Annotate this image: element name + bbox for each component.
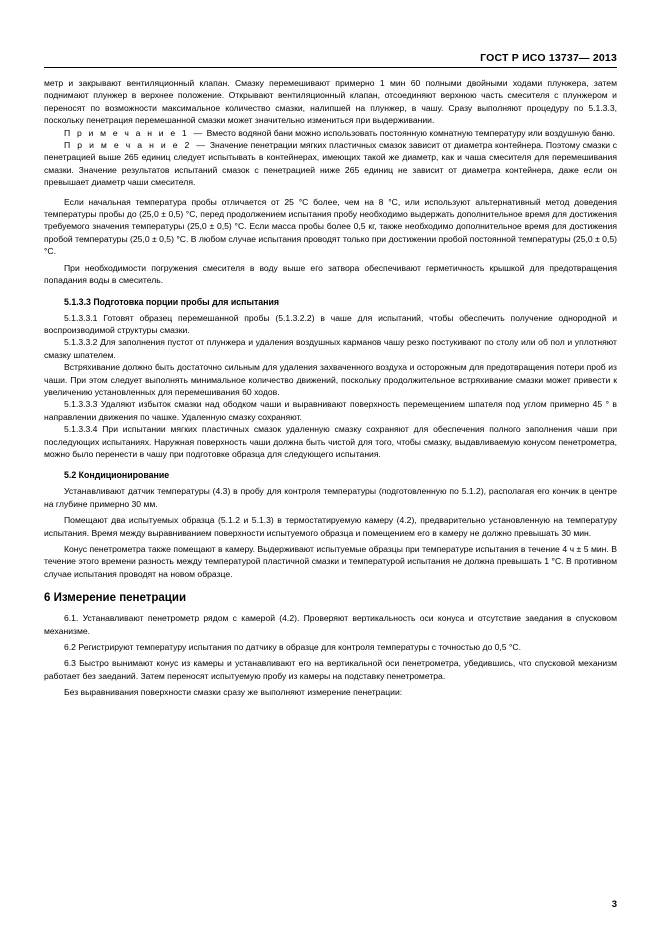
spacer	[44, 189, 617, 196]
paragraph-6-3: 6.3 Быстро вынимают конус из камеры и устанавливают его на вертикальной оси пенетрометра, убедившись, что спусковой механизм работает без заеданий. Затем переносят испытуемую пробу из камеры на подставку пенетрометра.	[44, 658, 617, 681]
paragraph-temperature: Если начальная температура пробы отличается от 25 °С более, чем на 8 °С, или используют альтернативный метод доведения температуры пробы до (25,0 ± 0,5) °С, перед продолжением испытания пробу необходимо выдержать дополнительное время для достижения требуемого значения температуры (25,0 ± 0,5) °С. Если масса пробы более 0,5 кг, также необходимо дополнительное время для достижения пробой температуры (25,0 ± 0,5) °С. В любом случае испытания проводят только при достижении пробой постоянной температуры (25,0 ± 0,5) °С.	[44, 196, 617, 257]
header-divider	[44, 67, 617, 68]
paragraph-5-1-3-3-4: 5.1.3.3.4 При испытании мягких пластичных смазок удаленную смазку сохраняют для обеспечения полного заполнения чаши при последующих испытаниях. Наружная поверхность чаши должна быть чистой для того, чтобы смазку, выдавливаемую конусом пенетрометра, можно было перенести в чашу при подготовке образца для следующего испытания.	[44, 424, 617, 459]
heading-5-1-3-3: 5.1.3.3 Подготовка порции пробы для испытания	[64, 296, 280, 307]
note-1-text: Вместо водяной бани можно использовать постоянную комнатную температуру или воздушную баню.	[204, 127, 616, 138]
note-1-label: П р и м е ч а н и е 1 —	[64, 127, 205, 138]
note-2-text: Значение пенетрации мягких пластичных смазок зависит от диаметра контейнера. Поэтому смазки с пенетрацией выше 265 единиц следует испытывать в контейнерах, имеющих такой же диаметр, как и чаша смесителя для перемешивания смазки. Значение результатов испытаний смазок с пенетрацией ниже 265 единиц не зависит от диаметра контейнера, даже если он превышает диаметр чаши смесителя.	[44, 140, 617, 188]
note-2	[44, 139, 617, 189]
heading-5-2: 5.2 Кондиционирование	[64, 470, 170, 481]
paragraph-5-1-3-3-3: 5.1.3.3.3 Удаляют избыток смазки над ободком чаши и выравнивают поверхность перемещением шпателя под углом примерно 45 ° в направлении движения по чашке. Удаленную смазку сохраняют.	[44, 399, 617, 422]
page-header: ГОСТ Р ИСО 13737— 2013	[480, 52, 617, 64]
paragraph-water-seal: При необходимости погружения смесителя в воду выше его затвора обеспечивают герметичность крышкой для предотвращения попадания воды в смеситель.	[44, 262, 617, 286]
paragraph-5-2-1: Устанавливают датчик температуры (4.3) в пробу для контроля температуры (подготовленную по 5.1.2), располагая его кончик в центре на глубине примерно 30 мм.	[44, 486, 617, 509]
paragraph-5-1-3-3-2: 5.1.3.3.2 Для заполнения пустот от плунжера и удаления воздушных карманов чашу резко постукивают по столу или об пол и уплотняют смазку шпателем.	[44, 337, 617, 360]
heading-6: 6 Измерение пенетрации	[44, 592, 187, 605]
note-2-label: П р и м е ч а н и е 2 —	[64, 140, 208, 151]
paragraph-5-1-3-3-1: 5.1.3.3.1 Готовят образец перемешанной пробы (5.1.3.2.2) в чаше для испытаний, чтобы обеспечить получение однородной и воспроизводимой структуры смазки.	[44, 312, 617, 335]
page-number: 3	[611, 899, 617, 910]
paragraph-shaking: Встряхивание должно быть достаточно сильным для удаления захваченного воздуха и осторожным для предотвращения потери проб из чаши. При этом следует выполнять минимальное количество движений, поскольку продолжительное встряхивание смазки может привести к увеличению установленных для перемешивания 60 ходов.	[44, 362, 617, 397]
paragraph-5-2-2: Помещают два испытуемых образца (5.1.2 и 5.1.3) в термостатируемую камеру (4.2), предварительно установленную на температуру испытания. Время между выравниванием поверхности испытуемого образца и помещением его в камеру не должно превышать 30 мин.	[44, 515, 617, 538]
paragraph-5-2-3: Конус пенетрометра также помещают в камеру. Выдерживают испытуемые образцы при температуре испытания в течение 4 ч ± 5 мин. В течение этого времени разность между температурой пластичной смазки и температурой испытания не должна превышать 1 °С. В противном случае испытания проводят на новом образце.	[44, 544, 617, 579]
paragraph-final: Без выравнивания поверхности смазки сразу же выполняют измерение пенетрации:	[64, 687, 403, 698]
paragraph-continued: метр и закрывают вентиляционный клапан. Смазку перемешивают примерно 1 мин 60 полными двойными ходами плунжера, затем поднимают плунжер в верхнее положение. Открывают вентиляционный клапан, отсоединяют верхнюю часть смесителя с плунжером и переносят по возможности максимальное количество смазки, налипшей на плунжер, в чашу. Сразу выполняют процедуру по 5.1.3.3, поскольку пенетрация перемешанной смазки может значительно измениться при выдерживании.	[44, 78, 617, 126]
paragraph-6-2: 6.2 Регистрируют температуру испытания по датчику в образце для контроля температуры с точностью до 0,5 °С.	[64, 642, 521, 653]
note-1	[44, 127, 617, 139]
paragraph-6-1: 6.1. Устанавливают пенетрометр рядом с камерой (4.2). Проверяют вертикальность оси конуса и отсутствие заедания в спусковом механизме.	[44, 613, 617, 636]
